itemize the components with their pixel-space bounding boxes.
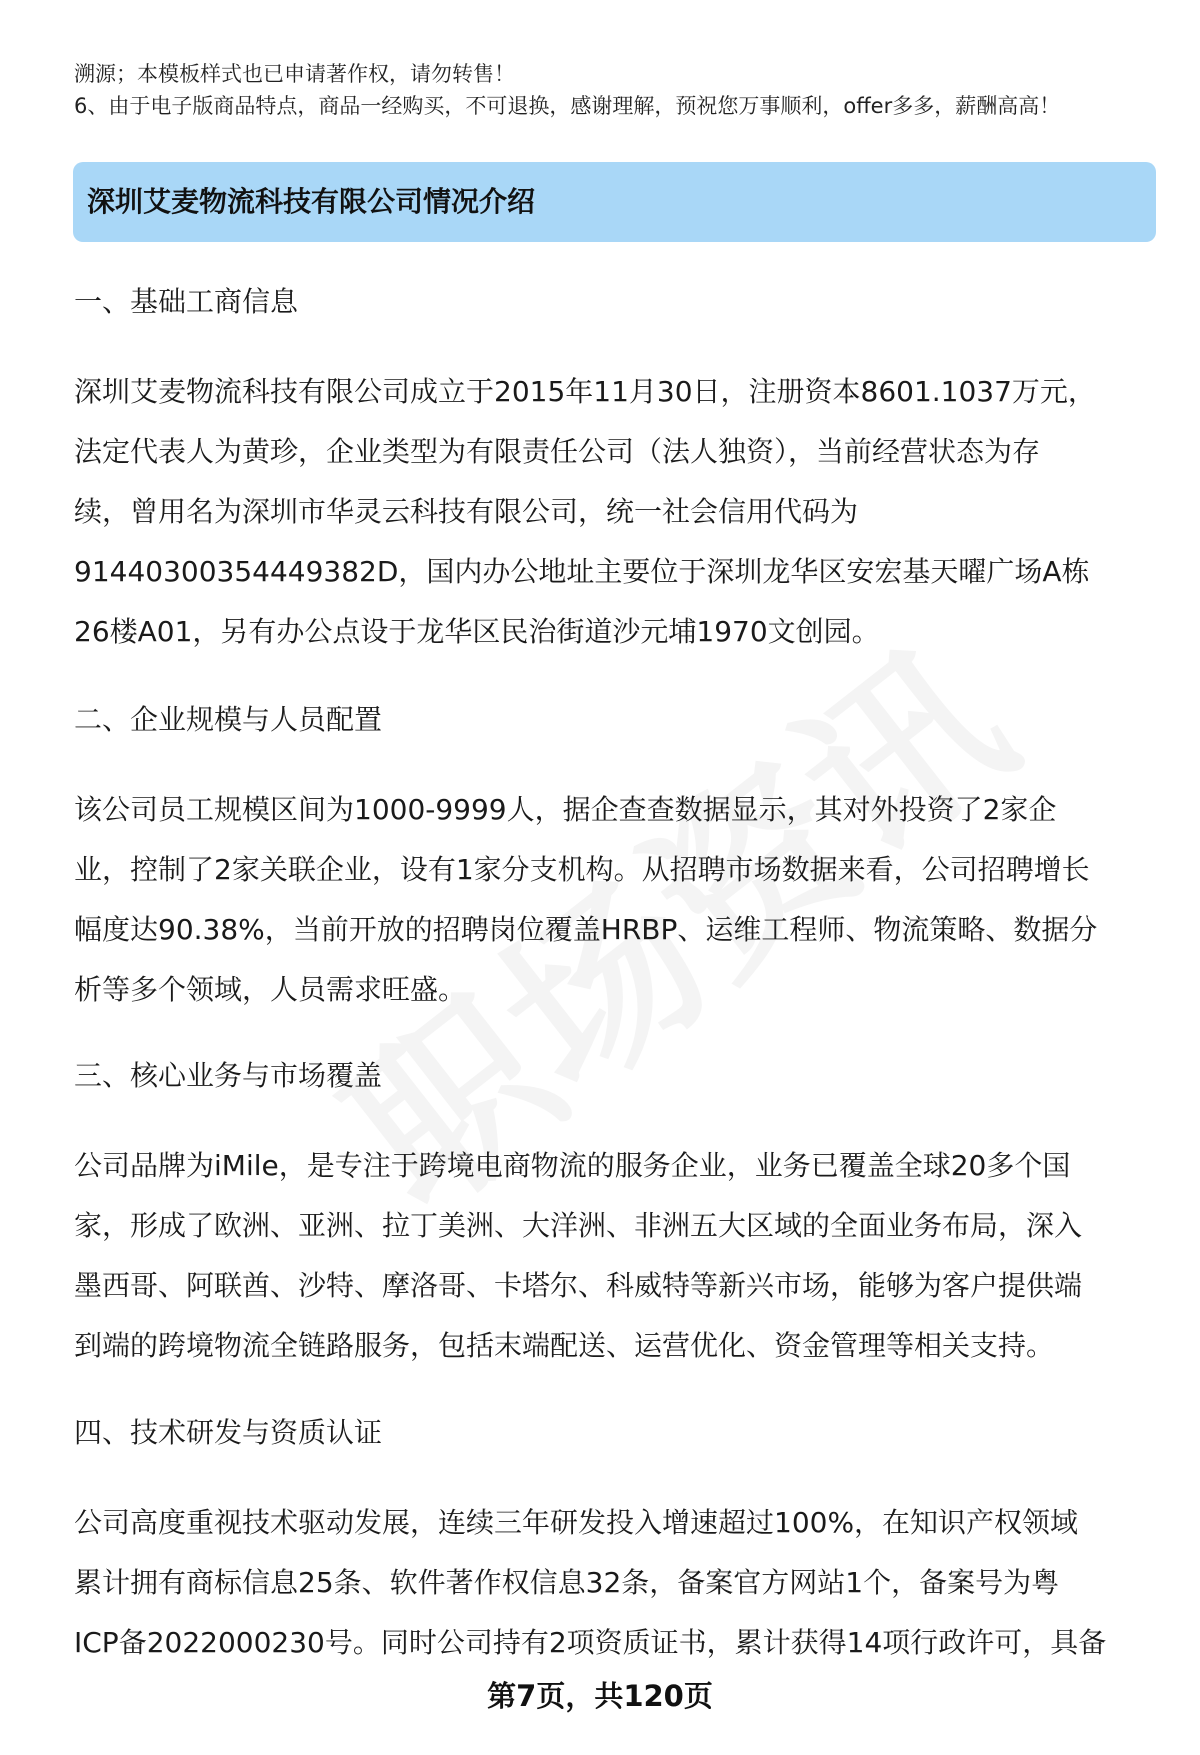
paragraph-line: 公司高度重视技术驱动发展，连续三年研发投入增速超过100%，在知识产权领域 xyxy=(74,1506,1079,1539)
paragraph-line: 法定代表人为黄珍，企业类型为有限责任公司（法人独资），当前经营状态为存 xyxy=(74,435,1041,468)
paragraph-line: 续，曾用名为深圳市华灵云科技有限公司，统一社会信用代码为 xyxy=(74,495,859,528)
section-paragraph-rd xyxy=(74,1493,1164,1673)
page-number: 第7页，共120页 xyxy=(487,1679,713,1713)
paragraph-line: 公司品牌为iMile，是专注于跨境电商物流的服务企业，业务已覆盖全球20多个国 xyxy=(74,1149,1071,1182)
paragraph-line: 业，控制了2家关联企业，设有1家分支机构。从招聘市场数据来看，公司招聘增长 xyxy=(74,853,1090,886)
section-heading-basic-info: 一、基础工商信息 xyxy=(74,285,299,318)
paragraph-line: 91440300354449382D，国内办公地址主要位于深圳龙华区安宏基天曜广场A栋 xyxy=(74,555,1090,588)
section-paragraph-scale xyxy=(74,780,1164,1020)
notice-line-2: 6、由于电子版商品特点，商品一经购买，不可退换，感谢理解，预祝您万事顺利，offer多多，薪酬高高！ xyxy=(74,94,1061,118)
paragraph-line: 26楼A01，另有办公点设于龙华区民治街道沙元埔1970文创园。 xyxy=(74,615,880,648)
paragraph-line: 该公司员工规模区间为1000-9999人，据企查查数据显示，其对外投资了2家企 xyxy=(74,793,1057,826)
notice-line-1: 溯源；本模板样式也已申请著作权，请勿转售！ xyxy=(74,62,515,86)
paragraph-line: 析等多个领域，人员需求旺盛。 xyxy=(74,973,467,1006)
page-title: 深圳艾麦物流科技有限公司情况介绍 xyxy=(87,185,536,218)
section-paragraph-basic-info xyxy=(74,362,1164,662)
paragraph-line: 墨西哥、阿联酋、沙特、摩洛哥、卡塔尔、科威特等新兴市场，能够为客户提供端 xyxy=(74,1269,1083,1302)
paragraph-line: ICP备2022000230号。同时公司持有2项资质证书，累计获得14项行政许可，具备 xyxy=(74,1626,1107,1659)
paragraph-line: 幅度达90.38%，当前开放的招聘岗位覆盖HRBP、运维工程师、物流策略、数据分 xyxy=(74,913,1098,946)
paragraph-line: 累计拥有商标信息25条、软件著作权信息32条，备案官方网站1个，备案号为粤 xyxy=(74,1566,1060,1599)
section-paragraph-business xyxy=(74,1136,1164,1376)
paragraph-line: 家，形成了欧洲、亚洲、拉丁美洲、大洋洲、非洲五大区域的全面业务布局，深入 xyxy=(74,1209,1083,1242)
paragraph-line: 到端的跨境物流全链路服务，包括末端配送、运营优化、资金管理等相关支持。 xyxy=(74,1329,1055,1362)
section-heading-business: 三、核心业务与市场覆盖 xyxy=(74,1059,383,1092)
section-heading-scale: 二、企业规模与人员配置 xyxy=(74,703,383,736)
title-banner xyxy=(73,162,1156,242)
paragraph-line: 深圳艾麦物流科技有限公司成立于2015年11月30日，注册资本8601.1037万元， xyxy=(74,375,1096,408)
section-heading-rd: 四、技术研发与资质认证 xyxy=(74,1416,383,1449)
